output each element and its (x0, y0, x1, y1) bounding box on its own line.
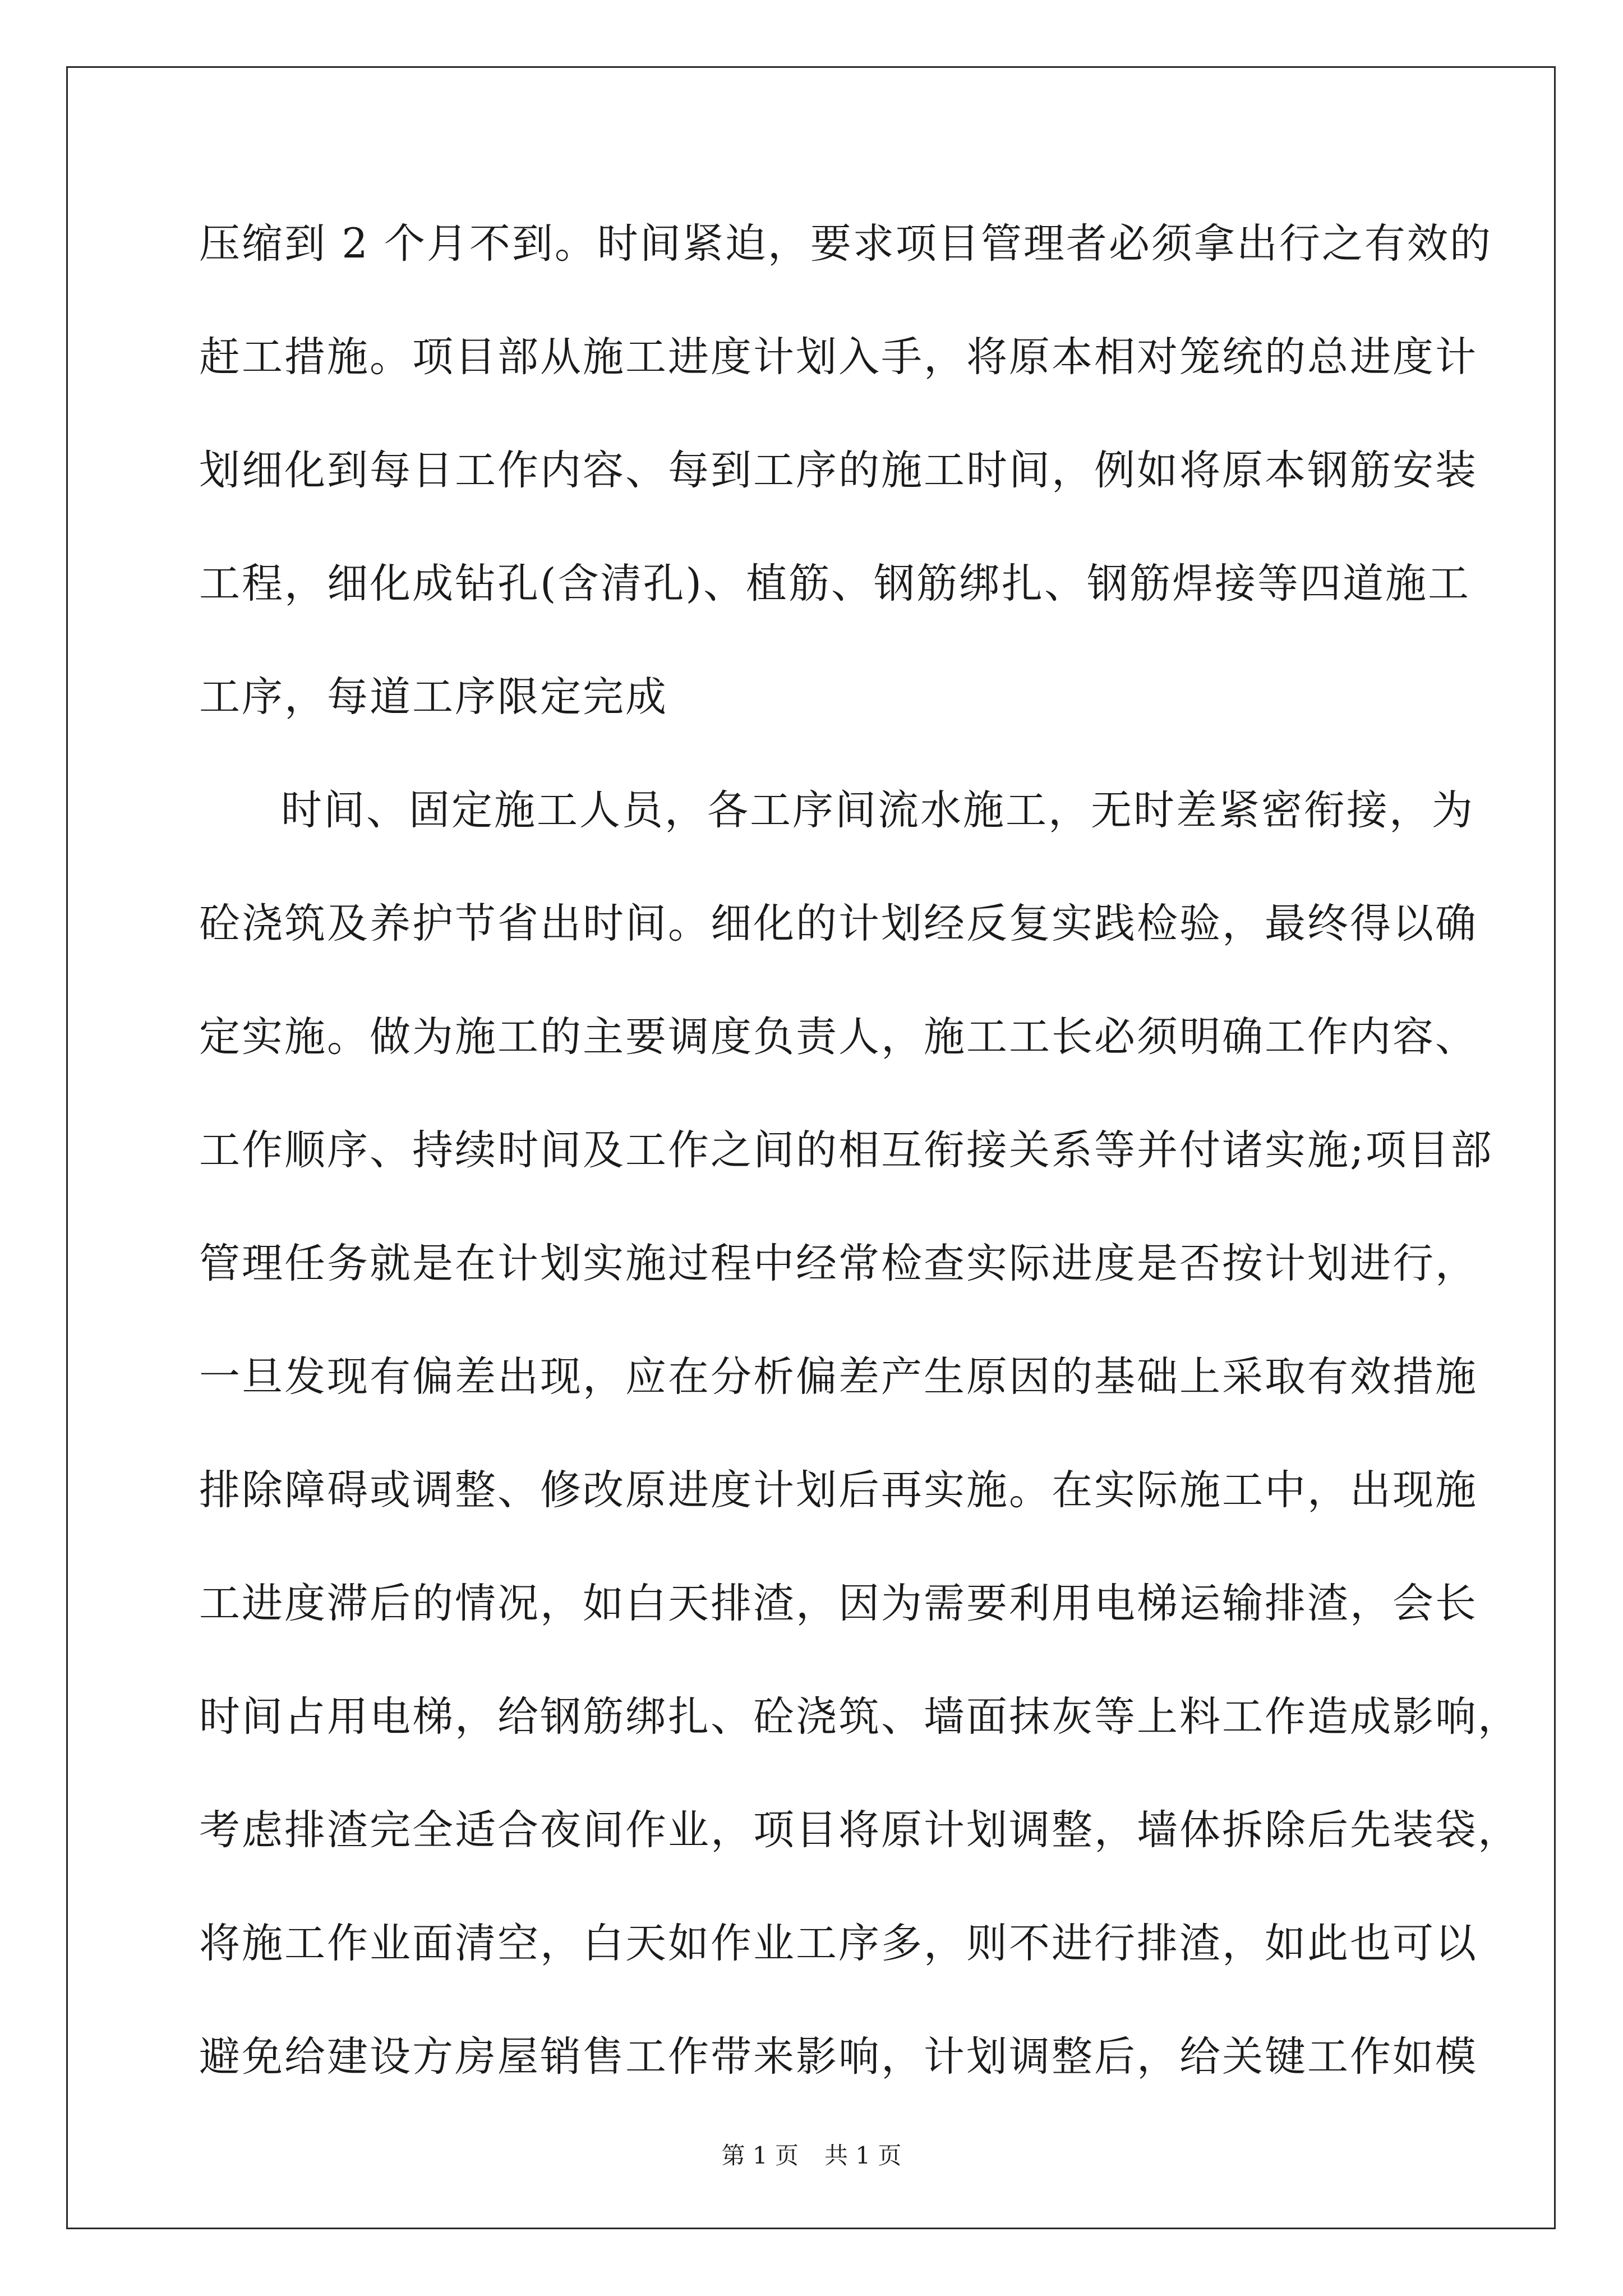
text-line: 工进度滞后的情况，如白天排渣，因为需要利用电梯运输排渣，会长 (199, 1580, 1478, 1627)
text-line: 时间占用电梯，给钢筋绑扎、砼浇筑、墙面抹灰等上料工作造成影响， (199, 1693, 1520, 1741)
page-number-total: 共 1 页 (824, 2142, 902, 2169)
page-footer (0, 2142, 1623, 2170)
text-line: 管理任务就是在计划实施过程中经常检查实际进度是否按计划进行， (199, 1240, 1478, 1287)
text-line: 压缩到 2 个月不到。时间紧迫，要求项目管理者必须拿出行之有效的 (199, 220, 1492, 268)
paragraph-first-line: 时间、固定施工人员，各工序间流水施工，无时差紧密衔接，为 (281, 786, 1474, 834)
text-line: 工作顺序、持续时间及工作之间的相互衔接关系等并付诸实施;项目部 (199, 1126, 1493, 1174)
text-line: 工序，每道工序限定完成 (199, 673, 668, 721)
text-line: 工程，细化成钻孔(含清孔)、植筋、钢筋绑扎、钢筋焊接等四道施工 (199, 560, 1470, 608)
document-body (199, 220, 1520, 2150)
page-number-current: 第 1 页 (721, 2142, 799, 2169)
text-line: 将施工作业面清空，白天如作业工序多，则不进行排渣，如此也可以 (199, 1920, 1478, 1967)
text-line: 定实施。做为施工的主要调度负责人，施工工长必须明确工作内容、 (199, 1013, 1478, 1061)
text-line: 排除障碍或调整、修改原进度计划后再实施。在实际施工中，出现施 (199, 1466, 1478, 1514)
text-line: 砼浇筑及养护节省出时间。细化的计划经反复实践检验，最终得以确 (199, 900, 1478, 947)
text-line: 考虑排渣完全适合夜间作业，项目将原计划调整，墙体拆除后先装袋， (199, 1806, 1520, 1854)
text-line: 划细化到每日工作内容、每到工序的施工时间，例如将原本钢筋安装 (199, 447, 1478, 494)
text-line: 避免给建设方房屋销售工作带来影响，计划调整后，给关键工作如模 (199, 2033, 1478, 2081)
text-line: 赶工措施。项目部从施工进度计划入手，将原本相对笼统的总进度计 (199, 333, 1478, 381)
text-line: 一旦发现有偏差出现，应在分析偏差产生原因的基础上采取有效措施 (199, 1353, 1478, 1401)
